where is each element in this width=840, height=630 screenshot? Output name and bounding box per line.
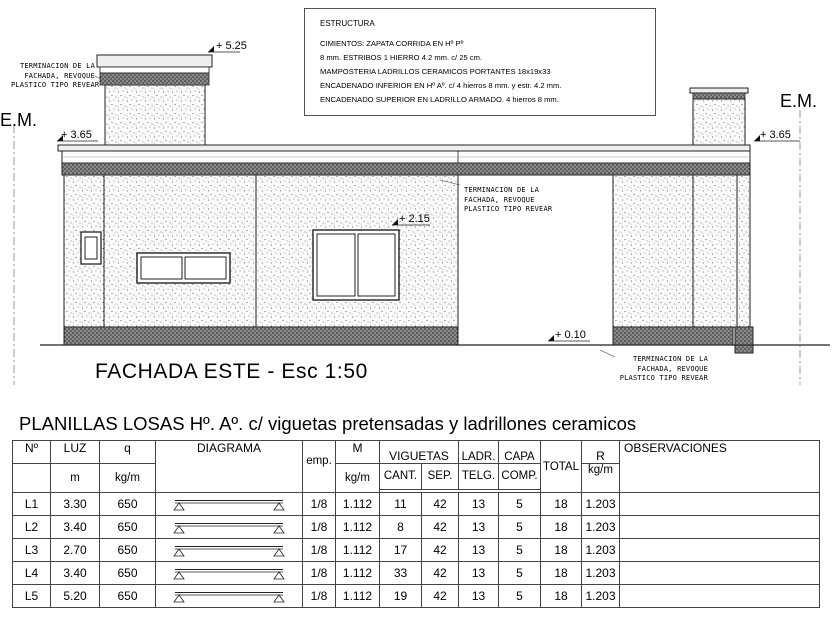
beam-diagram-icon [169, 589, 289, 603]
header-q-unit: kg/m [100, 464, 156, 493]
notes-heading: ESTRUCTURA [320, 19, 375, 28]
cell-cant: 17 [380, 539, 422, 562]
cell-q: 650 [100, 585, 156, 608]
cell-ladr: 13 [459, 539, 499, 562]
table-row [13, 562, 820, 585]
structure-notes-box [304, 8, 656, 116]
notes-line: 8 mm. ESTRIBOS 1 HIERRO 4.2 mm. c/ 25 cm. [320, 53, 483, 62]
beam-diagram [156, 562, 303, 585]
cell-q: 650 [100, 516, 156, 539]
cell-obs [620, 585, 820, 608]
right-chimney [690, 88, 748, 145]
header-r: R [582, 441, 620, 464]
cell-m: 1.112 [336, 493, 380, 516]
cell-q: 650 [100, 539, 156, 562]
header-m-unit: kg/m [336, 464, 380, 493]
cell-m: 1.112 [336, 562, 380, 585]
cell-obs [620, 516, 820, 539]
header-diagrama: DIAGRAMA [156, 441, 303, 493]
cell-r: 1.203 [582, 585, 620, 608]
cell-cant: 11 [380, 493, 422, 516]
table-row [13, 585, 820, 608]
cell-ladr: 13 [459, 585, 499, 608]
note-bottom: TERMINACION DE LA FACHADA, REVOQUE PLASTICO TIPO REVEAR [619, 355, 708, 382]
cell-capa: 5 [499, 493, 541, 516]
beam-diagram [156, 539, 303, 562]
cell-emp: 1/8 [303, 516, 336, 539]
cell-total: 18 [541, 516, 582, 539]
notes-line: CIMIENTOS: ZAPATA CORRIDA EN Hº Pº [320, 39, 464, 48]
cell-emp: 1/8 [303, 539, 336, 562]
cell-sep: 42 [422, 539, 459, 562]
cell-ladr: 13 [459, 516, 499, 539]
header-n: Nº [13, 441, 51, 464]
header-telg: TELG. [459, 464, 499, 490]
planilla-header-row [13, 441, 820, 464]
level-roof-left: + 3.65 [61, 129, 92, 141]
cell-r: 1.203 [582, 493, 620, 516]
notes-line: MAMPOSTERIA LADRILLOS CERAMICOS PORTANTES 18x19x33 [320, 67, 551, 76]
cell-luz: 3.30 [51, 493, 100, 516]
note-mid: TERMINACION DE LA FACHADA, REVOQUE PLASTICO TIPO REVEAR [464, 186, 553, 213]
left-chimney [97, 55, 212, 145]
beam-diagram-icon [169, 543, 289, 557]
planilla-body [13, 493, 820, 608]
cell-luz: 3.40 [51, 562, 100, 585]
header-blank [13, 464, 51, 493]
cell-cant: 19 [380, 585, 422, 608]
cell-total: 18 [541, 562, 582, 585]
cell-r: 1.203 [582, 562, 620, 585]
header-luz-unit: m [51, 464, 100, 493]
level-top: + 5.25 [216, 40, 247, 52]
table-row [13, 493, 820, 516]
cell-sep: 42 [422, 585, 459, 608]
planilla-title: PLANILLAS LOSAS Hº. Aº. c/ viguetas pretensadas y ladrillones ceramicos [19, 413, 637, 434]
header-comp: COMP. [499, 464, 541, 490]
header-m: M [336, 441, 380, 464]
cell-capa: 5 [499, 562, 541, 585]
header-luz: LUZ [51, 441, 100, 464]
roof-slab [58, 145, 750, 175]
cell-obs [620, 562, 820, 585]
window-left [137, 253, 230, 283]
cell-m: 1.112 [336, 539, 380, 562]
cell-n: L2 [13, 516, 51, 539]
beam-diagram [156, 493, 303, 516]
beam-diagram-icon [169, 520, 289, 534]
beam-diagram-icon [169, 566, 289, 580]
header-emp: emp. [303, 441, 336, 493]
header-viguetas: VIGUETAS [380, 441, 459, 464]
cell-q: 650 [100, 493, 156, 516]
cell-sep: 42 [422, 562, 459, 585]
beam-diagram [156, 585, 303, 608]
window-center [313, 230, 399, 300]
table-row [13, 516, 820, 539]
table-row [13, 539, 820, 562]
header-obs: OBSERVACIONES [620, 441, 820, 493]
notes-line: ENCADENADO INFERIOR EN Hº Aº. c/ 4 hierros 8 mm. y estr. 4.2 mm. [320, 81, 562, 90]
beam-diagram-icon [169, 497, 289, 511]
elevation-title: FACHADA ESTE - Esc 1:50 [95, 360, 368, 383]
level-floor: + 0.10 [555, 329, 586, 341]
cell-m: 1.112 [336, 516, 380, 539]
note-left: TERMINACION DE LA FACHADA, REVOQUE PLASTICO TIPO REVEAR [11, 62, 100, 89]
cell-luz: 5.20 [51, 585, 100, 608]
notes-line: ENCADENADO SUPERIOR EN LADRILLO ARMADO. 4 hierros 8 mm. [320, 95, 559, 104]
level-window: + 2.15 [399, 213, 430, 225]
cell-r: 1.203 [582, 539, 620, 562]
em-right-label: E.M. [780, 91, 818, 111]
cell-cant: 8 [380, 516, 422, 539]
cell-capa: 5 [499, 516, 541, 539]
planilla-table [12, 440, 820, 608]
plinth [64, 327, 753, 353]
cell-r: 1.203 [582, 516, 620, 539]
cell-obs [620, 493, 820, 516]
cell-n: L1 [13, 493, 51, 516]
em-left-label: E.M. [0, 110, 38, 130]
cell-obs [620, 539, 820, 562]
header-total: TOTAL [541, 441, 582, 493]
header-capa: CAPA [499, 441, 541, 464]
small-vent-window [81, 232, 101, 264]
beam-diagram [156, 516, 303, 539]
cell-emp: 1/8 [303, 562, 336, 585]
cell-luz: 3.40 [51, 516, 100, 539]
cell-ladr: 13 [459, 493, 499, 516]
cell-m: 1.112 [336, 585, 380, 608]
cell-emp: 1/8 [303, 493, 336, 516]
cell-sep: 42 [422, 516, 459, 539]
cell-emp: 1/8 [303, 585, 336, 608]
header-cant: CANT. [380, 464, 422, 490]
cell-luz: 2.70 [51, 539, 100, 562]
cell-capa: 5 [499, 585, 541, 608]
level-roof-right: + 3.65 [760, 129, 791, 141]
cell-n: L3 [13, 539, 51, 562]
cell-sep: 42 [422, 493, 459, 516]
header-ladr: LADR. [459, 441, 499, 464]
cell-n: L4 [13, 562, 51, 585]
header-r-unit: kg/m [582, 464, 620, 493]
cell-cant: 33 [380, 562, 422, 585]
cell-total: 18 [541, 539, 582, 562]
cell-capa: 5 [499, 539, 541, 562]
header-sep: SEP. [422, 464, 459, 490]
cell-q: 650 [100, 562, 156, 585]
cell-ladr: 13 [459, 562, 499, 585]
header-q: q [100, 441, 156, 464]
cell-total: 18 [541, 493, 582, 516]
cell-total: 18 [541, 585, 582, 608]
cell-n: L5 [13, 585, 51, 608]
